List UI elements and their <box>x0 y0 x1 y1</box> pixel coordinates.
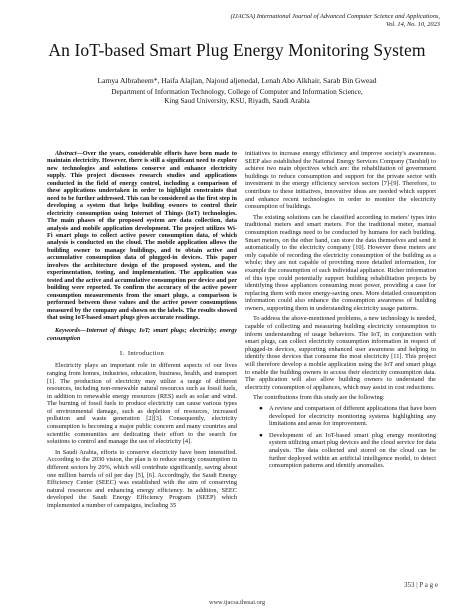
journal-header-line-2: Vol. 14, No. 10, 2023 <box>386 21 440 28</box>
paper-title: An IoT-based Smart Plug Energy Monitoring System <box>48 40 426 60</box>
affiliation <box>0 88 474 105</box>
contribution-item: ● A review and comparison of different applications that have been developed for electricity monitoring systems highlighting any limitations and areas for improvement. <box>259 405 436 428</box>
affiliation-line-1: Department of Information Technology, College of Computer and Information Science, <box>111 88 363 96</box>
right-column <box>245 150 436 474</box>
intro-paragraph-4: The existing solutions can be classified according to meters' types into traditional meters and smart meters. For the traditional meter, manual consumption readings need to be conducted by humans for each building. Smart meters, on the other hand, can store the data themselves and send it automatically to the electricity company [10]. However these meters are only capable of recording the electricity consumption of the building as a whole; they are not capable of providing more detailed information, for example the consumption of each individual appliance. Richer information of this type could potentially support building rehabilitation projects by identifying those appliances consuming most power, providing a case for replacing them with more energy-saving ones. More detailed consumption information could also enhance the consumption awareness of building owners, supporting them in understanding electricity usage patterns. <box>245 213 436 312</box>
contribution-item: ● Development of an IoT-based smart plug energy monitoring system utilizing smart plug devices and the cloud service for data analysis. The data collected and stored on the cloud can be further deployed within an artificial intelligence model, to detect consumption patterns and identify anomalies. <box>259 431 436 470</box>
journal-url: www.ijacsa.thesai.org <box>208 599 266 606</box>
intro-paragraph-3: initiatives to increase energy efficiency and improve society's awareness. SEEP also established the National Energy Services Company (Tarshid) to achieve two main objectives which are: the rehabilitation of government buildings to reduce consumption and support for the private sector with investment in the energy efficiency services sectors [7]-[9]. Therefore, to contribute to these initiatives, innovative ideas are needed which support and enhance recent technologies in order to monitor the electricity consumption of buildings. <box>245 150 436 211</box>
abstract <box>47 150 237 321</box>
abstract-lead: Abstract <box>55 150 77 157</box>
journal-header-line-1: (IJACSA) International Journal of Advanced Computer Science and Applications, <box>230 13 440 20</box>
journal-header <box>140 13 440 29</box>
author-list: Lamya Albraheem*, Haifa Alajlan, Najoud aljenedal, Lenah Abo Alkhair, Sarab Bin Gwead <box>97 76 377 85</box>
contributions-list <box>245 405 436 470</box>
section-heading-introduction: I. Introduction <box>119 350 165 358</box>
page-number: 353 | P a g e <box>404 581 438 589</box>
abstract-text: —Over the years, considerable efforts have been made to maintain electricity. However, there is still a significant need to explore new technologies and solutions conserve and enhance electricity supply. This project discusses research studies and applications conducted in the field of energy control, including a comparison of these applications undertaken in order to highlight constraints that need to be further addressed. This can be considered as the first step in developing a system that helps building owners to control their electricity consumption using Internet of Things (IoT) technologies. The main phases of the proposed system are data collection, data analysis and mobile application development. The project utilizes Wi-Fi smart plugs to collect active power consumption data, of which analysis is conducted on the cloud. The mobile application allows the building owner to manage buildings, and to obtain active and accumulative consumption data of plugged-in devices. This paper involves the architecture design of the proposed system, and the experimentation, testing, and implementation. The application was tested and the active and accumulative consumption per device and per building were reported. To confirm the accuracy of the active power consumption measurements from the smart plugs, a comparison is performed between these values and the active power consumptions measured by the company and shown on the labels. The results showed that using IoT-based smart plugs gives accurate readings. <box>47 150 237 321</box>
left-column <box>47 150 237 513</box>
intro-paragraph-1: Electricity plays an important role in different aspects of our lives ranging from homes, industries, education, business, health, and transport [1]. The production of electricity may utilize a range of different resources, including non-renewable natural resources such as fossil fuels, in addition to renewable energy resources (RES) such as solar and wind. The burning of fossil fuels to produce electricity can cause various types of environmental damage, such as depletion of resources, increased pollution and waste generation [2][3]. Consequently, electricity consumption is becoming a major public concern and many countries and scientific communities are dedicating their effort to the search for solutions to control and manage the use of electricity [4]. <box>47 362 237 446</box>
intro-paragraph-2: In Saudi Arabia, efforts to conserve electricity have been intensified. According to the 2030 vision, the plan is to reduce energy consumption in different sectors by 20%, which will contribute significantly, saving about one million barrels of oil per day [5], [6]. Accordingly, the Saudi Energy Efficiency Center (SEEC) was established with the aim of conserving natural resources and enhancing energy efficiency. In addition, SEEC developed the Saudi Energy Efficiency Program (SEEP) which implemented a number of campaigns, including 35 <box>47 448 237 510</box>
contributions-intro: The contributions from this study are the following: <box>253 394 385 402</box>
intro-paragraph-5: To address the above-mentioned problems, a new technology is needed, capable of collecting and measuring building electricity consumption to inform understanding of usage behaviors. The IoT, in conjunction with smart plugs, can collect electricity consumption information in respect of plugged-in devices, supporting enhanced user awareness and helping to identify those devices that consume the most electricity [11]. This project will therefore develop a mobile application using the IoT and smart plugs to enable the building owners to access their electricity consumption data. The application will also allow building owners to understand the electricity consumption of appliances, which may assist in cost reductions. <box>245 315 436 391</box>
affiliation-line-2: King Saud University, KSU, Riyadh, Saudi Arabia <box>164 96 310 105</box>
bullet-icon: ● <box>259 405 263 412</box>
keywords: Keywords—Internet of things; IoT; smart plugs; electricity; energy consumption <box>47 327 237 342</box>
bullet-icon: ● <box>259 431 263 439</box>
